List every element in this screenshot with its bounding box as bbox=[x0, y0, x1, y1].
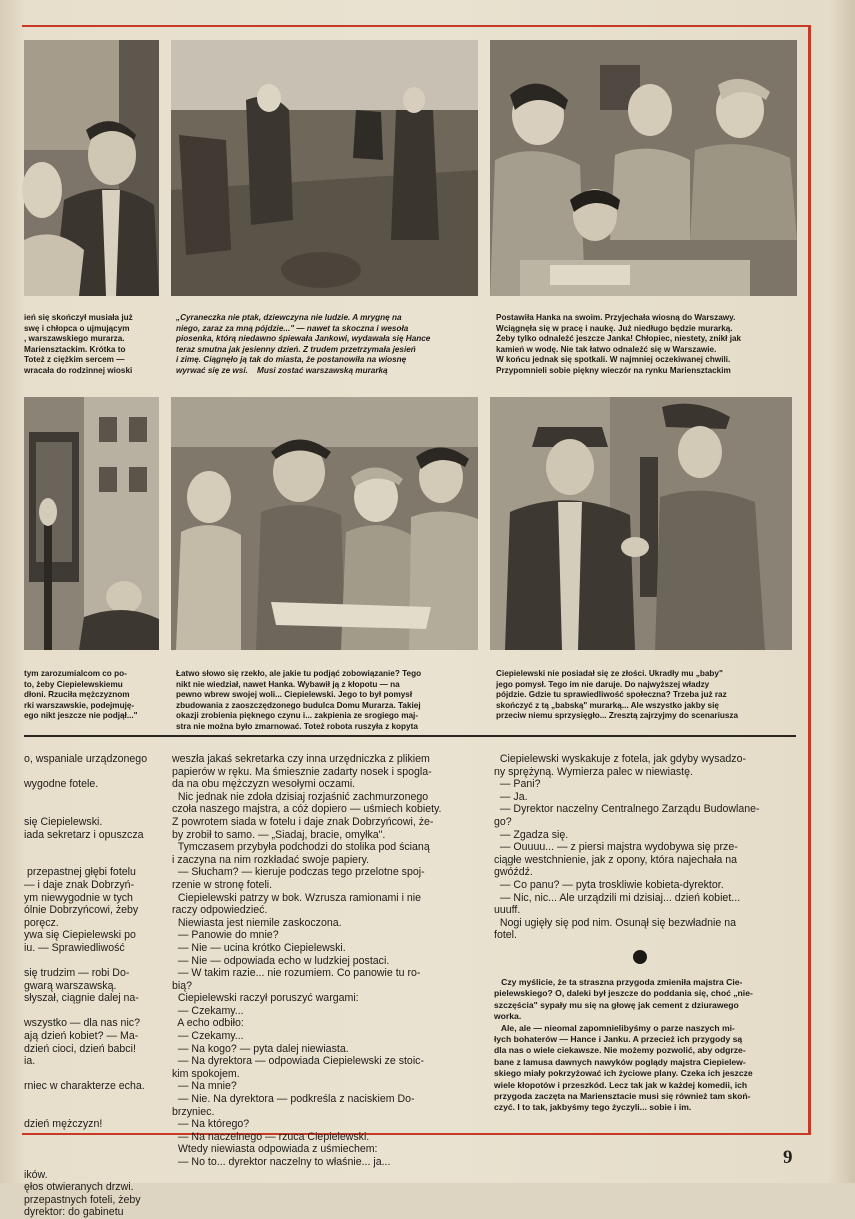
photo-women-in-field bbox=[171, 40, 478, 296]
photo-couple-marienstadt bbox=[24, 40, 159, 296]
caption-6: Ciepielewski nie posiadał się ze złości. Ukradły mu „baby" jego pomysł. Tego im nie daruje. Do najwyższej władzy pójdzie. Gdzie tu sprawiedliwość społeczna? Trzeba już raz skończyć z tą „babską" murarką... Ale wszystko jakby się przeciw niemu sprzysięgło... Zresztą zajrzyjmy do scenariusza bbox=[496, 669, 739, 721]
caption-4: tym zarozumialcom co po- to, żeby Ciepielewskiemu dłoni. Rzuciła mężczyznom rki warszawskie, podejmuję- ego nikt jeszcze nie podjął..." bbox=[24, 669, 138, 721]
frame-top-line bbox=[22, 25, 810, 27]
story-column-1: o, wspaniale urządzonego wygodne fotele. się Ciepielewski. iada sekretarz i opuszcza przepastnej głębi fotelu — i daje znak Dobrzyń- ym niewygodnie w tych ólnie Dobrzyńcowi, żeby poręcz. ywa się Ciepielewski po iu. — Sprawiedliwość się trudzim — robi Do- gwarą warszawską. słyszał, ciągnie dalej na- wszystko — dla nas nic? ają dzień kobiet? — Ma- dzień cioci, dzień babci! ia. rniec w charakterze echa. dzień mężczyzn! ików. ęłos otwieranych drzwi. przepastnych foteli, żeby dyrektor: do gabinetu bbox=[24, 753, 148, 1219]
caption-5: Łatwo słowo się rzekło, ale jakie tu podjąć zobowiązanie? Tego nikt nie wiedział, nawet Hanka. Wybawił ją z kłopotu — na pewno wbrew swojej woli... Ciepielewski. Jego to był pomysł zbudowania z zaoszczędzonego budulca Domu Murarza. Takiej okazji zrobienia pięknego czynu i... zakpienia ze srogiego maj- stra nie można było zmarnować. Toteż robota ruszyła z kopyta bbox=[176, 669, 422, 731]
caption-3: Postawiła Hanka na swoim. Przyjechała wiosną do Warszawy. Wciągnęła się w pracę i naukę. Już niedługo będzie murarką. Żeby tylko odnaleźć jeszcze Janka! Chłopiec, niestety, znikł jak kamień w wodę. Nie tak łatwo odnaleźć się w Warszawie. W końcu jednak się spotkali. W najmniej oczekiwanej chwili. Przypomnieli sobie piękny wieczór na rynku Mariensztackim bbox=[496, 313, 742, 375]
photo-street-microphone bbox=[24, 397, 159, 650]
page-number: 9 bbox=[783, 1147, 793, 1168]
caption-2: „Cyraneczka nie ptak, dziewczyna nie ludzie. A mrygnę na niego, zaraz za mną pójdzie..." — nawet ta skoczna i wesoła piosenka, którą niedawno śpiewała Jankowi, wydawała się Hance teraz smutna jak jesienny dzień. Z trudem przetrzymała jesień i zimę. Ciągnęło ją tak do miasta, że postanowiła na wiosnę wyrwać się ze wsi. Musi zostać warszawską murarką bbox=[176, 313, 431, 375]
story-column-2: weszła jakaś sekretarka czy inna urzędniczka z plikiem papierów w ręku. Ma śmiesznie zadarty nosek i spogla- da na obu mężczyzn wesołymi oczami. Nic jednak nie zdoła dzisiaj rozjaśnić zachmurzonego czoła naszego majstra, a cóż dopiero — uśmiech kobiety. Z powrotem siada w fotelu i daje znak Dobrzyńcowi, że- by zrobił to samo. — „Siadaj, bracie, omyłka". Tymczasem przybyła podchodzi do stolika pod ścianą i zaczyna na nim rozkładać swoje papiery. — Słucham? — kieruje podczas tego przelotne spoj- rzenie w stronę foteli. Ciepielewski patrzy w bok. Wzrusza ramionami i nie raczy odpowiedzieć. Niewiasta jest niemile zaskoczona. — Panowie do mnie? — Nie — ucina krótko Ciepielewski. — Nie — odpowiada echo w ludzkiej postaci. — W takim razie... nie rozumiem. Co panowie tu ro- bią? Ciepielewski raczył poruszyć wargami: — Czekamy... A echo odbiło: — Czekamy... — Na kogo? — pyta dalej niewiasta. — Na dyrektora — odpowiada Ciepielewski ze stoic- kim spokojem. — Na mnie? — Nie. Na dyrektora — podkreśla z naciskiem Do- brzyniec. — Na którego? — Na naczelnego — rzuca Ciepielewski. Wtedy niewiasta odpowiada z uśmiechem: — No to... dyrektor naczelny to właśnie... ja... bbox=[172, 753, 442, 1168]
story-divider bbox=[24, 735, 796, 737]
frame-bottom-line bbox=[22, 1133, 810, 1135]
photo-girls-at-table bbox=[490, 40, 797, 296]
caption-1: ień się skończył musiała już swę i chłopca o ujmującym , warszawskiego murarza. Mariensztackim. Krótka to Toteż z ciężkim sercem — wracała do rodzinnej wioski bbox=[24, 313, 133, 375]
photo-women-with-plans bbox=[171, 397, 478, 650]
frame-right-line bbox=[808, 25, 811, 1135]
story-column-3: Ciepielewski wyskakuje z fotela, jak gdyby wysadzo- ny sprężyną. Wymierza palec w niewiastę. — Pani? — Ja. — Dyrektor naczelny Centralnego Zarządu Budowlane- go? — Zgadza się. — Ouuuu... — z piersi majstra wydobywa się prze- ciągłe westchnienie, jak z opony, która najechała na gwóźdź. — Co panu? — pyta troskliwie kobieta-dyrektor. — Nic, nic... Ale urządzili mi dzisiaj... dzień kobiet... uuuff. Nogi ugięły się pod nim. Osunął się bezwładnie na fotel. bbox=[494, 753, 760, 942]
photo-man-and-officer bbox=[490, 397, 792, 650]
section-break-dot-icon bbox=[633, 950, 647, 964]
story-column-4: Czy myślicie, że ta straszna przygoda zmieniła majstra Cie- pielewskiego? O, daleki był jeszcze do poddania się, choć „nie- szczęścia" sypały mu się na głowę jak cement z dziurawego worka. Ale, ale — nieomal zapomnielibyśmy o parze naszych mi- łych bohaterów — Hance i Janku. A przecież ich przygody są dla nas o wiele ciekawsze. Nie możemy pozwolić, aby odgrze- bane z lamusa dawnych nawyków poglądy majstra Ciepielew- skiego miały pokrzyżować ich życiowe plany. Czeka ich jeszcze wiele kłopotów i przeszkód. Lecz tak jak w każdej komedii, ich przygoda zaczęta na Mariensztacie musi się również tam skoń- czyć. I to tak, jakbyśmy tego życzyli... sobie i im. bbox=[494, 977, 753, 1113]
